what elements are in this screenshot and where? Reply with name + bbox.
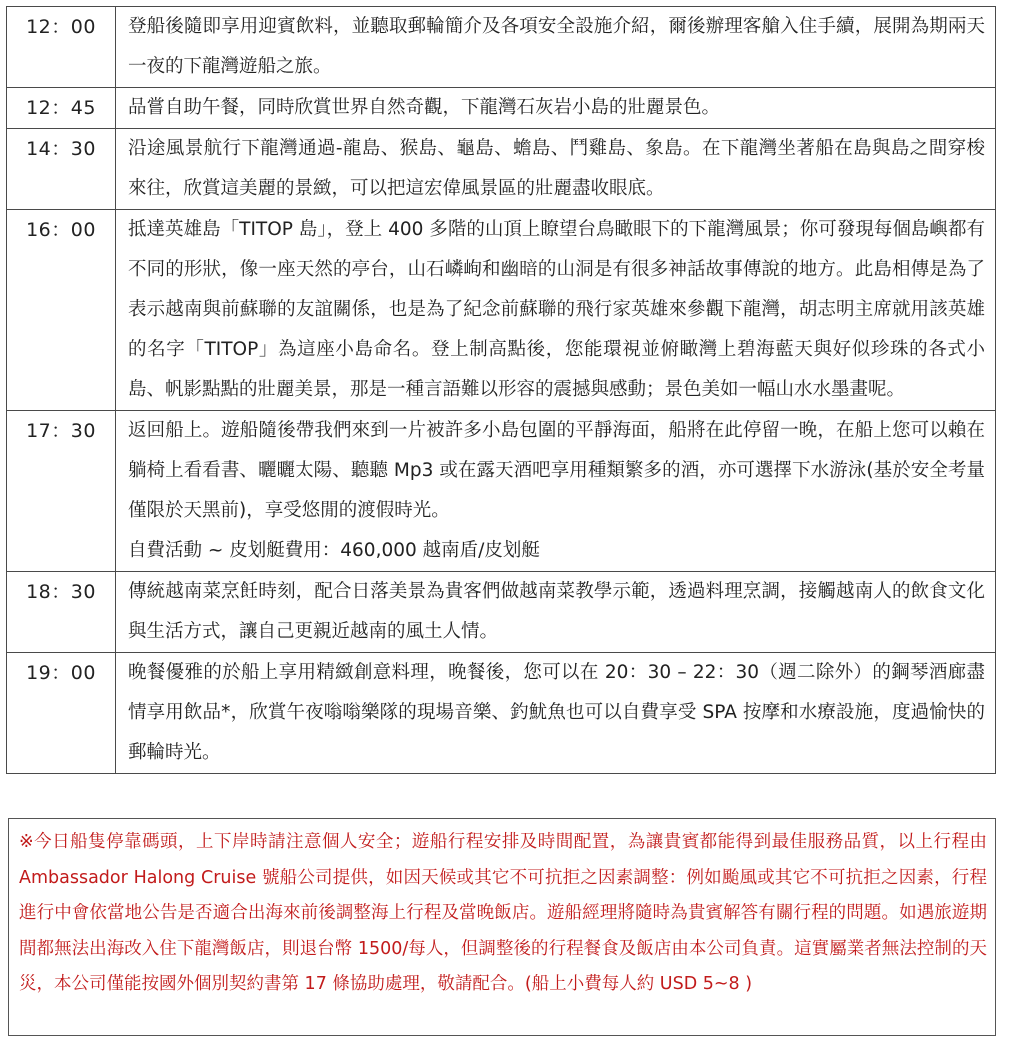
itinerary-table	[6, 6, 996, 774]
time-cell: 12：45	[7, 88, 116, 129]
description-cell: 傳統越南菜烹飪時刻，配合日落美景為貴客們做越南菜教學示範，透過料理烹調，接觸越南人的飲食文化與生活方式，讓自己更親近越南的風土人情。	[116, 572, 996, 653]
description-cell: 登船後隨即享用迎賓飲料，並聽取郵輪簡介及各項安全設施介紹，爾後辦理客艙入住手續，展開為期兩天一夜的下龍灣遊船之旅。	[116, 7, 996, 88]
notice-box: ※今日船隻停靠碼頭，上下岸時請注意個人安全；遊船行程安排及時間配置，為讓貴賓都能得到最佳服務品質，以上行程由 Ambassador Halong Cruise 號船公司提供，如因天候或其它不可抗拒之因素調整：例如颱風或其它不可抗拒之因素，行程進行中會依當地公告是否適合出海來前後調整海上行程及當晚飯店。遊船經理將隨時為貴賓解答有關行程的問題。如遇旅遊期間都無法出海改入住下龍灣飯店，則退台幣 1500/每人，但調整後的行程餐食及飯店由本公司負責。這實屬業者無法控制的天災，本公司僅能按國外個別契約書第 17 條協助處理，敬請配合。(船上小費每人約 USD 5~8 )	[8, 818, 996, 1036]
description-cell: 沿途風景航行下龍灣通過-龍島、猴島、龜島、蟾島、鬥雞島、象島。在下龍灣坐著船在島與島之間穿梭來往，欣賞這美麗的景緻，可以把這宏偉風景區的壯麗盡收眼底。	[116, 129, 996, 210]
time-cell: 12：00	[7, 7, 116, 88]
description-text: 返回船上。遊船隨後帶我們來到一片被許多小島包圍的平靜海面，船將在此停留一晚，在船上您可以賴在躺椅上看看書、曬曬太陽、聽聽 Mp3 或在露天酒吧享用種類繁多的酒，亦可選擇下水游泳(基於安全考量僅限於天黑前)，享受悠閒的渡假時光。	[128, 420, 985, 521]
table-row	[7, 653, 996, 774]
table-row	[7, 210, 996, 411]
time-cell: 17：30	[7, 411, 116, 572]
table-row	[7, 88, 996, 129]
table-row	[7, 129, 996, 210]
table-row	[7, 7, 996, 88]
description-cell: 晚餐優雅的於船上享用精緻創意料理，晚餐後，您可以在 20：30 – 22：30（週二除外）的鋼琴酒廊盡情享用飲品*，欣賞午夜嗡嗡樂隊的現場音樂、釣魷魚也可以自費享受 SPA 按摩和水療設施，度過愉快的郵輪時光。	[116, 653, 996, 774]
table-row	[7, 411, 996, 572]
optional-activity-note: 自費活動 ~ 皮划艇費用：460,000 越南盾/皮划艇	[128, 540, 540, 561]
time-cell: 18：30	[7, 572, 116, 653]
time-cell: 19：00	[7, 653, 116, 774]
description-cell	[116, 411, 996, 572]
description-cell: 抵達英雄島「TITOP 島」，登上 400 多階的山頂上瞭望台鳥瞰眼下的下龍灣風景；你可發現每個島嶼都有不同的形狀，像一座天然的亭台，山石嶙峋和幽暗的山洞是有很多神話故事傳說的地方。此島相傳是為了表示越南與前蘇聯的友誼關係，也是為了紀念前蘇聯的飛行家英雄來參觀下龍灣，胡志明主席就用該英雄的名字「TITOP」為這座小島命名。登上制高點後，您能環視並俯瞰灣上碧海藍天與好似珍珠的各式小島、帆影點點的壯麗美景，那是一種言語難以形容的震撼與感動；景色美如一幅山水水墨畫呢。	[116, 210, 996, 411]
time-cell: 14：30	[7, 129, 116, 210]
description-cell: 品嘗自助午餐，同時欣賞世界自然奇觀，下龍灣石灰岩小島的壯麗景色。	[116, 88, 996, 129]
time-cell: 16：00	[7, 210, 116, 411]
table-row	[7, 572, 996, 653]
